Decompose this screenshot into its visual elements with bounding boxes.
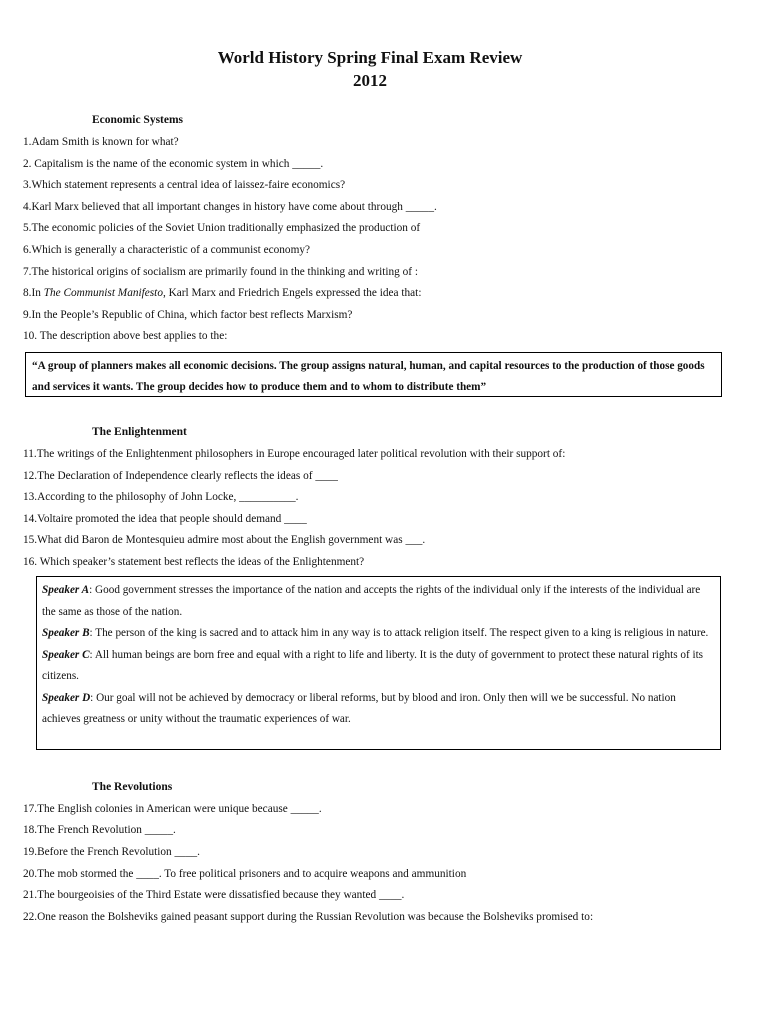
speaker-b-statement — [42, 623, 715, 645]
question-13: 13.According to the philosophy of John Locke, __________. — [23, 491, 299, 503]
section-heading-enlightenment: The Enlightenment — [92, 426, 187, 438]
question-3: 3.Which statement represents a central idea of laissez-faire economics? — [23, 179, 346, 191]
document-title: World History Spring Final Exam Review — [217, 48, 523, 67]
question-5: 5.The economic policies of the Soviet Union traditionally emphasized the production of — [23, 222, 421, 234]
speaker-b-name: Speaker B — [42, 627, 90, 639]
question-8-prefix: 8.In — [23, 287, 44, 299]
question-16: 16. Which speaker’s statement best reflects the ideas of the Enlightenment? — [23, 556, 365, 568]
question-17: 17.The English colonies in American were unique because _____. — [23, 803, 322, 815]
document-year: 2012 — [353, 71, 387, 90]
question-14: 14.Voltaire promoted the idea that people should demand ____ — [23, 513, 307, 525]
question-10: 10. The description above best applies to the: — [23, 330, 228, 342]
speaker-a-name: Speaker A — [42, 584, 90, 596]
question-15: 15.What did Baron de Montesquieu admire most about the English government was ___. — [23, 534, 426, 546]
question-8-suffix: , Karl Marx and Friedrich Engels expressed the idea that: — [162, 287, 422, 299]
question-6: 6.Which is generally a characteristic of a communist economy? — [23, 244, 311, 256]
speakers-box — [36, 576, 721, 750]
speaker-a-statement — [42, 580, 715, 623]
section-heading-economic-systems: Economic Systems — [92, 114, 184, 126]
question-21: 21.The bourgeoisies of the Third Estate were dissatisfied because they wanted ____. — [23, 889, 405, 901]
question-11: 11.The writings of the Enlightenment philosophers in Europe encouraged later political revolution with their support of: — [23, 448, 566, 460]
question-12: 12.The Declaration of Independence clearly reflects the ideas of ____ — [23, 470, 338, 482]
quote-box — [25, 352, 722, 397]
speaker-c-name: Speaker C — [42, 648, 90, 661]
question-2: 2. Capitalism is the name of the economic system in which _____. — [23, 158, 324, 170]
question-19: 19.Before the French Revolution ____. — [23, 846, 200, 858]
question-20: 20.The mob stormed the ____. To free political prisoners and to acquire weapons and ammunition — [23, 868, 467, 880]
speaker-d-name: Speaker D — [42, 691, 91, 704]
section-heading-revolutions: The Revolutions — [92, 781, 173, 793]
speaker-c-text: : All human beings are born free and equal with a right to life and liberty. It is the duty of government to protect these natural rights of its citizens. — [42, 648, 704, 682]
speaker-c-statement — [42, 645, 715, 688]
economic-quote: “A group of planners makes all economic decisions. The group assigns natural, human, and capital resources to the production of those goods and services it wants. The group decides how to produce them and to whom to distribute them” — [32, 360, 705, 393]
question-22: 22.One reason the Bolsheviks gained peasant support during the Russian Revolution was because the Bolsheviks promised to: — [23, 911, 594, 923]
question-4: 4.Karl Marx believed that all important changes in history have come about through _____. — [23, 201, 437, 213]
speaker-b-text: : The person of the king is sacred and to attack him in any way is to attack religion itself. The respect given to a king is religious in nature. — [89, 627, 709, 639]
question-7: 7.The historical origins of socialism are primarily found in the thinking and writing of : — [23, 266, 418, 278]
question-9: 9.In the People’s Republic of China, which factor best reflects Marxism? — [23, 309, 353, 321]
speaker-d-text: : Our goal will not be achieved by democracy or liberal reforms, but by blood and iron. Only then will we be successful. No nation achieves greatness or unity without the traumatic experiences of war. — [42, 691, 676, 725]
question-8 — [23, 287, 421, 299]
question-1: 1.Adam Smith is known for what? — [23, 136, 179, 148]
speaker-d-statement — [42, 688, 715, 731]
speaker-a-text: : Good government stresses the importance of the nation and accepts the rights of the individual only if the interests of the individual are the same as those of the nation. — [42, 584, 701, 618]
question-8-book-title: The Communist Manifesto — [43, 287, 163, 299]
question-18: 18.The French Revolution _____. — [23, 824, 176, 836]
